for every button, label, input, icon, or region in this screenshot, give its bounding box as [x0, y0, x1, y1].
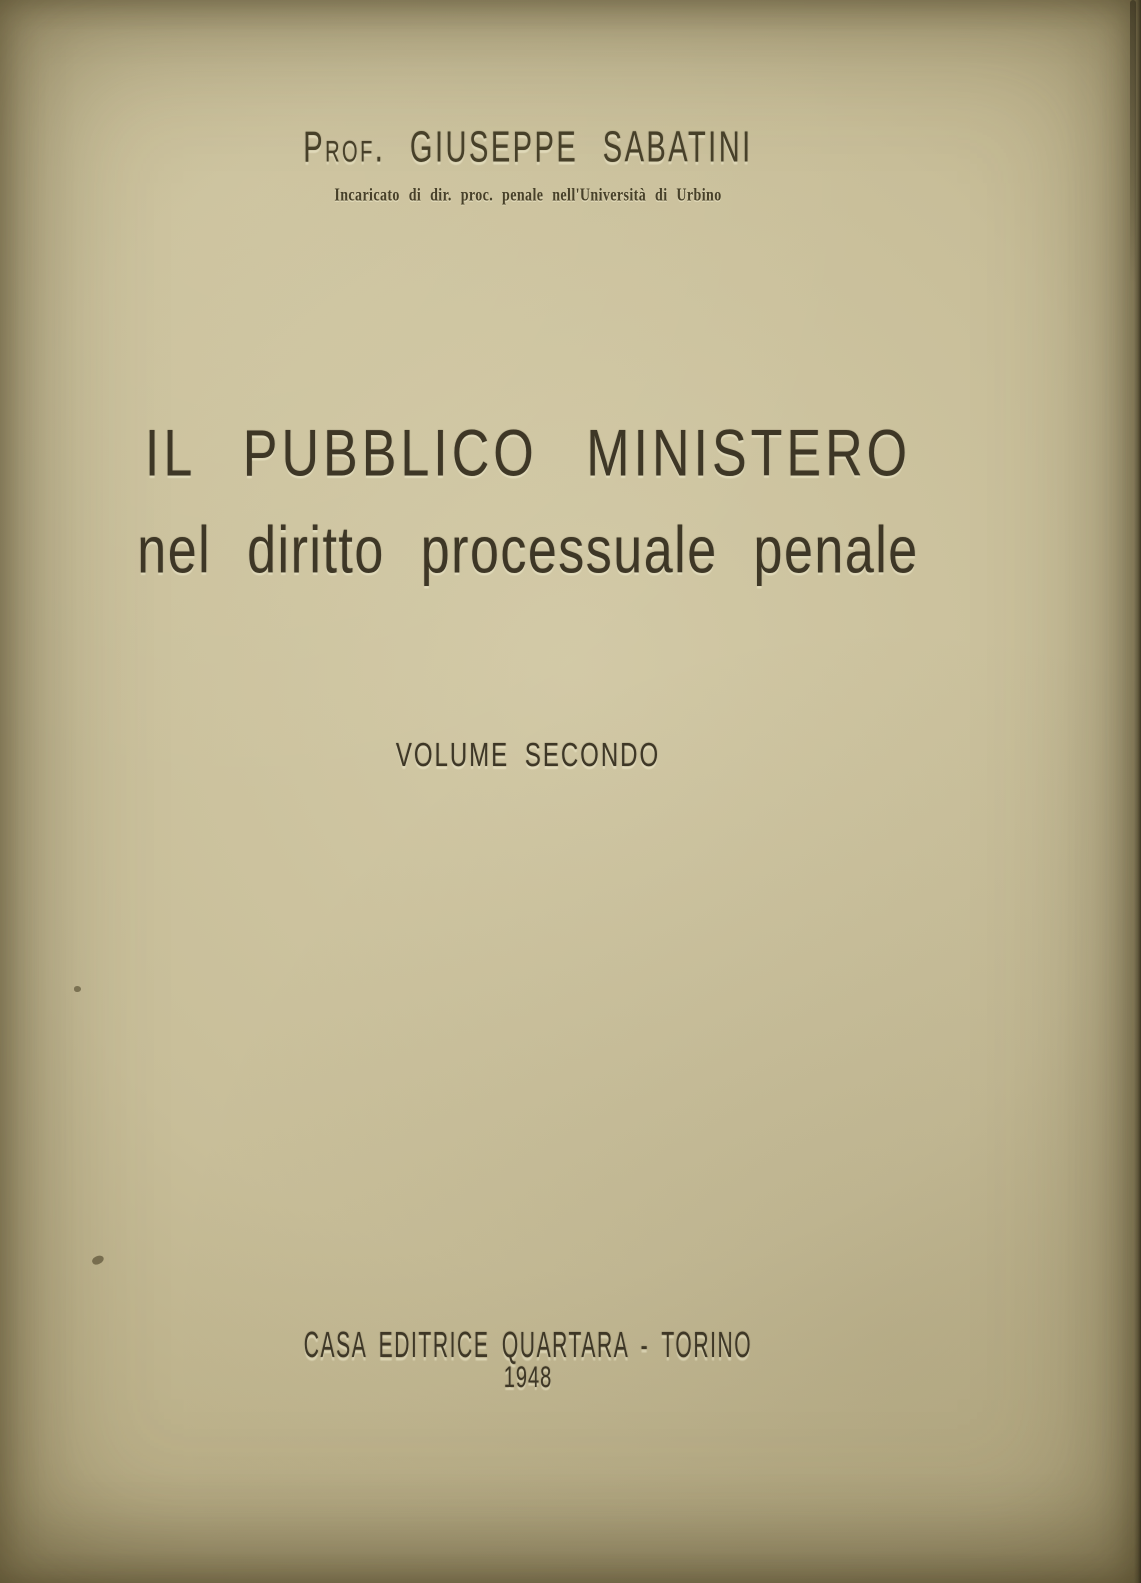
author-prefix: Prof. [303, 124, 386, 172]
publisher-imprint: CASA EDITRICE QUARTARA - TORINO [303, 1326, 753, 1366]
book-title-main: IL PUBBLICO MINISTERO [144, 417, 912, 491]
book-title-subtitle: nel diritto processuale penale [137, 514, 919, 588]
volume-label: VOLUME SECONDO [395, 737, 661, 775]
author-line [0, 124, 1056, 172]
stain-spot-upper [74, 986, 81, 992]
page-edge-shadow-top [1130, 0, 1136, 300]
author-name: GIUSEPPE SABATINI [409, 124, 753, 172]
author-affiliation: Incaricato di dir. proc. penale nell'Università di Urbino [334, 186, 722, 206]
publication-year: 1948 [503, 1361, 553, 1395]
